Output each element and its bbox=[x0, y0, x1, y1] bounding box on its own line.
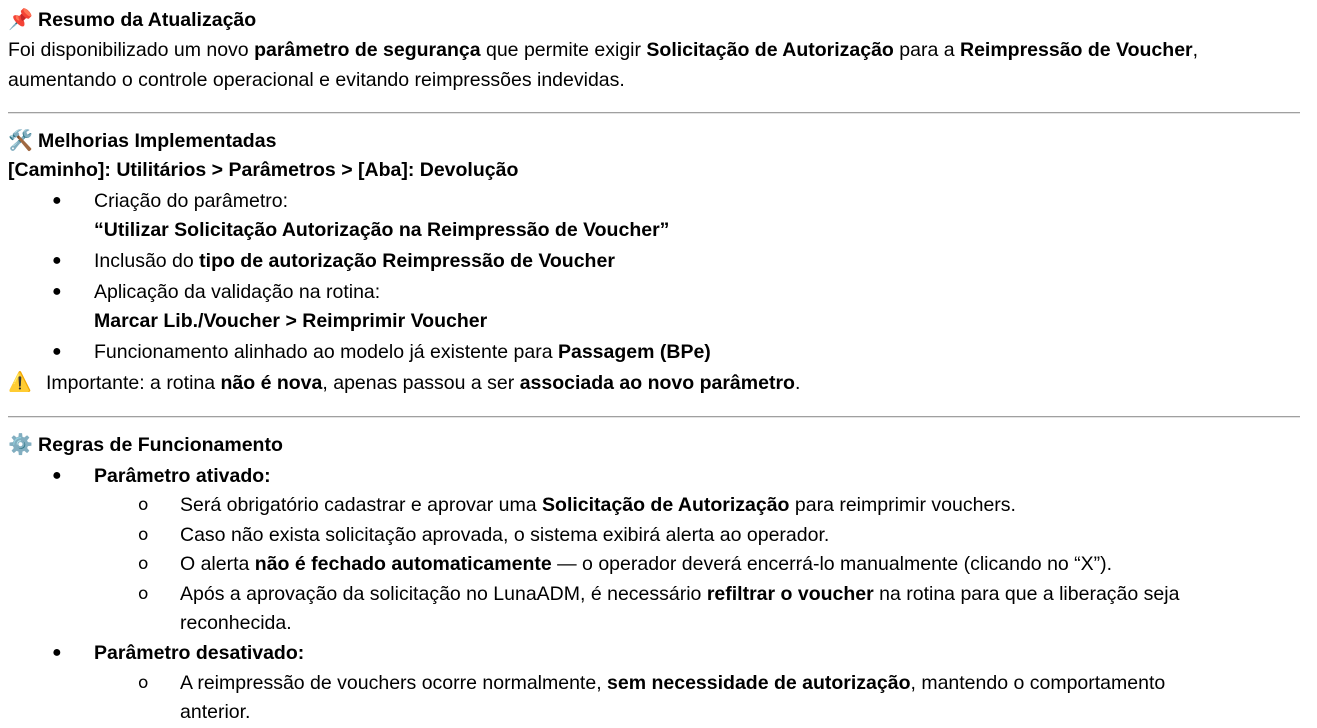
text: para reimprimir vouchers. bbox=[789, 494, 1016, 516]
summary-title: Resumo da Atualização bbox=[38, 9, 257, 31]
text: para a bbox=[893, 39, 960, 61]
text: , bbox=[1192, 39, 1199, 61]
text: , apenas passou a ser bbox=[322, 372, 520, 394]
list-item-alignment bbox=[94, 337, 711, 367]
bullet-marker: ● bbox=[52, 283, 62, 300]
parameter-enabled-label: Parâmetro ativado: bbox=[94, 465, 271, 487]
parameter-disabled-label: Parâmetro desativado: bbox=[94, 642, 305, 664]
bold-text: Solicitação de Autorização bbox=[542, 494, 790, 516]
warning-note bbox=[8, 368, 800, 398]
rule-mandatory-request bbox=[180, 490, 1016, 520]
text: Foi disponibilizado um novo bbox=[8, 39, 255, 61]
rule-alert-not-auto-closed bbox=[180, 549, 1112, 579]
text: A reimpressão de vouchers ocorre normalmente, bbox=[180, 672, 608, 694]
text: Após a aprovação da solicitação no LunaADM, é necessário bbox=[180, 583, 707, 605]
bold-text: não é nova bbox=[220, 372, 323, 394]
divider bbox=[8, 112, 1300, 114]
list-item-validation: Aplicação da validação na rotina: bbox=[94, 281, 381, 303]
tools-icon: 🛠️ bbox=[8, 130, 33, 152]
text: , mantendo o comportamento bbox=[910, 672, 1166, 694]
bold-text: parâmetro de segurança bbox=[254, 39, 481, 61]
bold-text: associada ao novo parâmetro bbox=[519, 372, 795, 394]
rule-normal-reprint-continued: anterior. bbox=[180, 701, 251, 723]
text: O alerta bbox=[180, 553, 255, 575]
bold-text: Solicitação de Autorização bbox=[646, 39, 894, 61]
sub-bullet-marker: o bbox=[138, 495, 149, 515]
parameter-name: “Utilizar Solicitação Autorização na Reimpressão de Voucher” bbox=[94, 219, 670, 241]
bullet-marker: ● bbox=[52, 343, 62, 360]
rules-title: Regras de Funcionamento bbox=[38, 434, 283, 456]
bullet-marker: ● bbox=[52, 252, 62, 269]
summary-heading bbox=[8, 5, 256, 35]
text: — o operador deverá encerrá-lo manualmente (clicando no “X”). bbox=[551, 553, 1113, 575]
text: Importante: a rotina bbox=[46, 372, 221, 394]
rule-normal-reprint bbox=[180, 668, 1165, 698]
improvements-heading bbox=[8, 126, 276, 156]
rule-no-approved-request: Caso não exista solicitação aprovada, o sistema exibirá alerta ao operador. bbox=[180, 524, 830, 546]
bullet-marker: ● bbox=[52, 467, 62, 484]
sub-bullet-marker: o bbox=[138, 584, 149, 604]
text: Será obrigatório cadastrar e aprovar uma bbox=[180, 494, 543, 516]
summary-paragraph-line-1 bbox=[8, 35, 1198, 65]
divider bbox=[8, 416, 1300, 418]
bold-text: Reimpressão de Voucher bbox=[959, 39, 1193, 61]
list-item-authorization-type bbox=[94, 246, 615, 276]
warning-text bbox=[46, 368, 800, 398]
bold-text: não é fechado automaticamente bbox=[254, 553, 552, 575]
rule-refilter-voucher bbox=[180, 579, 1179, 609]
text: Inclusão do bbox=[94, 250, 200, 272]
sub-bullet-marker: o bbox=[138, 673, 149, 693]
warning-icon: ⚠️ bbox=[8, 372, 32, 393]
bold-text: tipo de autorização Reimpressão de Voucher bbox=[199, 250, 615, 272]
bold-text: Passagem (BPe) bbox=[557, 341, 711, 363]
pushpin-icon: 📌 bbox=[8, 9, 33, 31]
routine-path: Marcar Lib./Voucher > Reimprimir Voucher bbox=[94, 310, 488, 332]
bold-text: sem necessidade de autorização bbox=[607, 672, 911, 694]
text: que permite exigir bbox=[480, 39, 647, 61]
improvements-title: Melhorias Implementadas bbox=[38, 130, 277, 152]
sub-bullet-marker: o bbox=[138, 525, 149, 545]
bold-text: refiltrar o voucher bbox=[706, 583, 874, 605]
sub-bullet-marker: o bbox=[138, 554, 149, 574]
bullet-marker: ● bbox=[52, 192, 62, 209]
gear-icon: ⚙️ bbox=[8, 434, 33, 456]
rule-refilter-voucher-continued: reconhecida. bbox=[180, 612, 292, 634]
text: Funcionamento alinhado ao modelo já existente para bbox=[94, 341, 558, 363]
text: . bbox=[794, 372, 801, 394]
list-item-parameter-creation: Criação do parâmetro: bbox=[94, 190, 289, 212]
text: na rotina para que a liberação seja bbox=[873, 583, 1180, 605]
bullet-marker: ● bbox=[52, 644, 62, 661]
navigation-path: [Caminho]: Utilitários > Parâmetros > [Aba]: Devolução bbox=[8, 159, 519, 181]
summary-paragraph-line-2: aumentando o controle operacional e evitando reimpressões indevidas. bbox=[8, 69, 625, 91]
rules-heading bbox=[8, 430, 283, 460]
